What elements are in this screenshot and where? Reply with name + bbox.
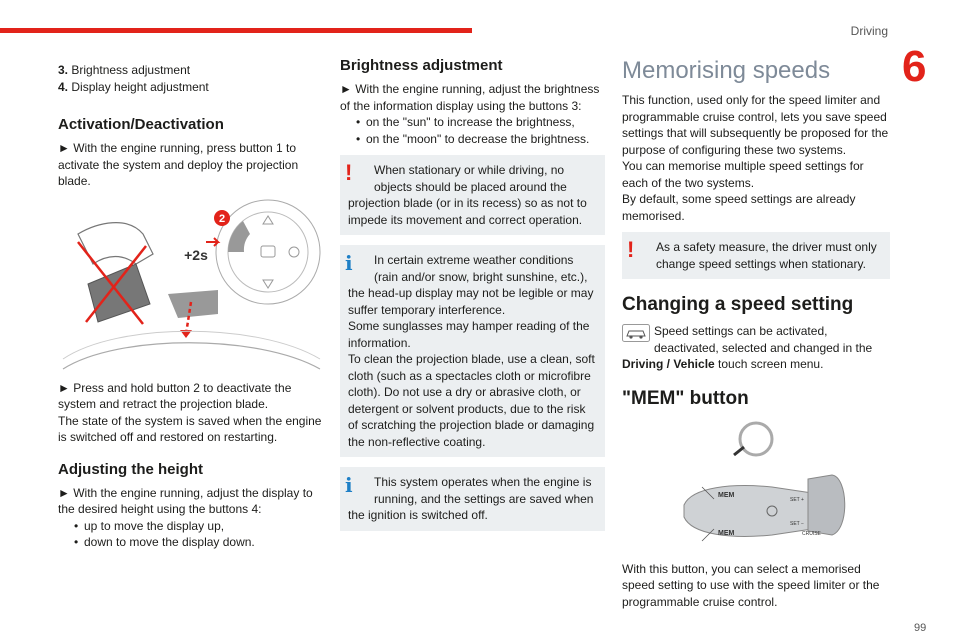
activation-heading: Activation/Deactivation (58, 116, 224, 133)
warning-icon: ! (627, 237, 635, 262)
changing-block (622, 323, 890, 373)
dashboard-curve-2 (63, 331, 320, 359)
changing-text-end: touch screen menu. (718, 357, 824, 371)
mem-figure-svg (622, 417, 890, 557)
list-item: • up to move the display up, (76, 518, 323, 535)
height-step: ► With the engine running, adjust the display to the desired height using the buttons 4: (58, 485, 313, 516)
list-item: • on the "sun" to increase the brightness, (358, 114, 605, 131)
brightness-bullets (340, 114, 605, 147)
screen-icon (261, 246, 275, 257)
section-title: Driving (850, 24, 888, 38)
column-middle (340, 56, 605, 531)
info-text-first: This system operates when the engine is running, and the settings are saved when (374, 475, 594, 506)
info-text-first: In certain extreme weather conditions (rain and/or snow, bright sunshine, etc.), (374, 253, 588, 284)
deactivate-note: The state of the system is saved when the engine is switched off and restored on restarting. (58, 413, 322, 444)
warning-text-first: When stationary or while driving, no objects should be placed around the (374, 163, 567, 194)
hud-control-figure (58, 194, 323, 376)
cruise-label: CRUISE (802, 530, 821, 537)
info-box (340, 245, 605, 457)
intro-text-2: You can memorise multiple speed settings for each of the two systems. (622, 159, 864, 190)
moon-button-segment (228, 221, 250, 252)
menu-path: Driving / Vehicle (622, 357, 715, 371)
up-arrow-icon (263, 216, 273, 224)
list-item: 4. Display height adjustment (58, 79, 209, 94)
car-settings-icon (622, 324, 650, 342)
set-minus-label: SET − (790, 520, 804, 527)
activation-step: ► With the engine running, press button 1 to activate the system and deploy the projection blade. (58, 141, 299, 188)
warning-icon: ! (345, 160, 353, 185)
hud-figure-svg (58, 194, 323, 376)
steering-wheel-icon (740, 423, 772, 455)
height-bullets (58, 518, 323, 551)
changing-text (622, 356, 890, 373)
page-number: 99 (914, 622, 927, 634)
sun-icon (289, 247, 299, 257)
mem-label-top: MEM (718, 491, 735, 499)
column-right (622, 56, 890, 610)
brightness-heading: Brightness adjustment (340, 57, 503, 74)
warning-text: As a safety measure, the driver must only change speed settings when stationary. (656, 240, 877, 271)
hold-duration-label: +2s (184, 246, 208, 263)
info-text-3: To clean the projection blade, use a clean, soft cloth (such as a spectacles cloth or microfibre cloth). Do not use a dry or abrasive cloth, or detergent or solvent products, due to the risk of scratching the projection blade or damaging the non-reflective coating. (348, 352, 595, 449)
mem-label-bottom: MEM (718, 529, 735, 537)
stalk-indicator (734, 447, 744, 455)
control-stalk (684, 485, 820, 536)
info-text-2: Some sunglasses may hamper reading of the information. (348, 319, 590, 350)
brightness-step: ► With the engine running, adjust the brightness of the information display using the buttons 3: (340, 82, 600, 113)
mem-figure (622, 417, 890, 557)
deactivate-step: ► Press and hold button 2 to deactivate the system and retract the projection blade. (58, 380, 292, 411)
list-item: • on the "moon" to decrease the brightness. (358, 131, 605, 148)
press-arrow-icon (206, 238, 218, 246)
height-heading: Adjusting the height (58, 460, 203, 478)
stalk-end (808, 475, 845, 535)
mem-heading: "MEM" button (622, 387, 749, 409)
chapter-number: 6 (902, 42, 927, 91)
info-icon: i (345, 473, 353, 497)
warning-text: projection blade (or in its recess) so as not to impede its movement and correct operation. (348, 196, 587, 227)
down-arrow-icon (263, 280, 273, 288)
list-item: 3. Brightness adjustment (58, 63, 191, 77)
intro-text: This function, used only for the speed limiter and programmable cruise control, lets you save speed settings that will subsequently be proposed for the purpose of configuring these two systems. (622, 93, 889, 157)
changing-text-first: Speed settings can be activated, deactivated, selected and changed in the (654, 324, 873, 355)
header-accent-bar (0, 28, 472, 33)
badge-number: 2 (218, 212, 226, 225)
dashboard-curve (63, 342, 320, 368)
column-left (58, 62, 323, 551)
blade-recess (168, 290, 218, 318)
warning-box (622, 232, 890, 279)
mem-text: With this button, you can select a memorised speed setting to use with the speed limiter or the programmable cruise control. (622, 561, 880, 609)
list-item: • down to move the display down. (76, 534, 323, 551)
changing-heading: Changing a speed setting (622, 294, 854, 315)
info-text: the head-up display may not be legible or may suffer temporary interference. (348, 286, 594, 317)
info-icon: i (345, 251, 353, 275)
warning-box (340, 155, 605, 235)
memorising-title: Memorising speeds (622, 57, 831, 84)
info-text: the ignition is switched off. (348, 508, 488, 522)
set-plus-label: SET + (790, 496, 804, 503)
info-box-2 (340, 467, 605, 531)
intro-text-3: By default, some speed settings are already memorised. (622, 192, 856, 223)
